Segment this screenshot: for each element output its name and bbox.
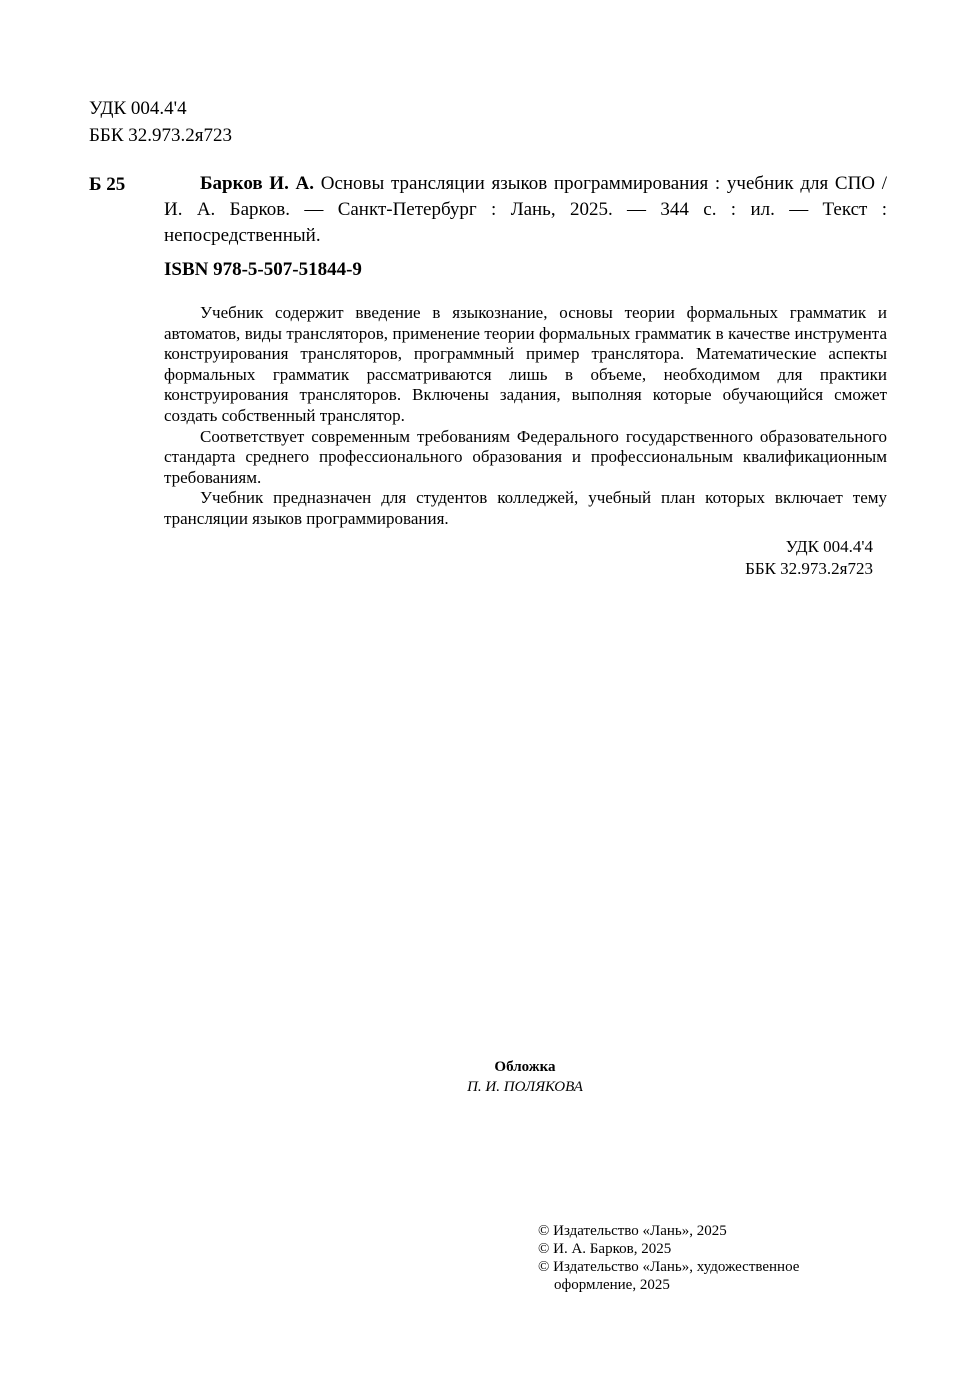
annotation-paragraph: Учебник предназначен для студентов колледжей, учебный план которых включает тему трансляции языков программирования.	[164, 488, 887, 528]
udk-bbk-footer	[745, 536, 873, 580]
annotation	[164, 303, 887, 530]
udk-bbk-header	[89, 95, 232, 149]
copyright-line: оформление, 2025	[554, 1277, 670, 1293]
author-name: Барков И. А.	[200, 173, 315, 194]
copyright-line: © И. А. Барков, 2025	[538, 1241, 672, 1257]
cover-designer-name: П. И. ПОЛЯКОВА	[467, 1079, 583, 1095]
bibliographic-description	[164, 171, 887, 249]
author-sign: Б 25	[89, 174, 126, 195]
bbk-code: ББК 32.973.2я723	[745, 559, 873, 578]
copyright-block	[538, 1222, 858, 1294]
cover-credit-title: Обложка	[494, 1059, 556, 1075]
annotation-paragraph: Соответствует современным требованиям Федерального государственного образовательного стандарта среднего профессионального образования и профессиональным квалификационным требованиям.	[164, 426, 887, 487]
book-description: Основы трансляции языков программирования : учебник для СПО / И. А. Барков. — Санкт-Петербург : Лань, 2025. — 344 с. : ил. — Текст : непосредственный.	[164, 173, 887, 246]
udk-code: УДК 004.4'4	[785, 537, 873, 556]
bbk-code: ББК 32.973.2я723	[89, 125, 232, 146]
copyright-line: © Издательство «Лань», художественное	[538, 1259, 800, 1275]
annotation-paragraph: Учебник содержит введение в языкознание, основы теории формальных грамматик и автоматов, виды трансляторов, применение теории формальных грамматик в качестве инструмента конструирования трансляторов, программный пример транслятора. Математические аспекты формальных грамматик рассматриваются лишь в объеме, необходимом для практики конструирования трансляторов. Включены задания, выполняя которые обучающийся сможет создать собственный транслятор.	[164, 303, 887, 425]
cover-credit	[0, 1057, 976, 1097]
udk-code: УДК 004.4'4	[89, 98, 187, 119]
isbn: ISBN 978-5-507-51844-9	[164, 259, 362, 280]
copyright-line: © Издательство «Лань», 2025	[538, 1223, 727, 1239]
